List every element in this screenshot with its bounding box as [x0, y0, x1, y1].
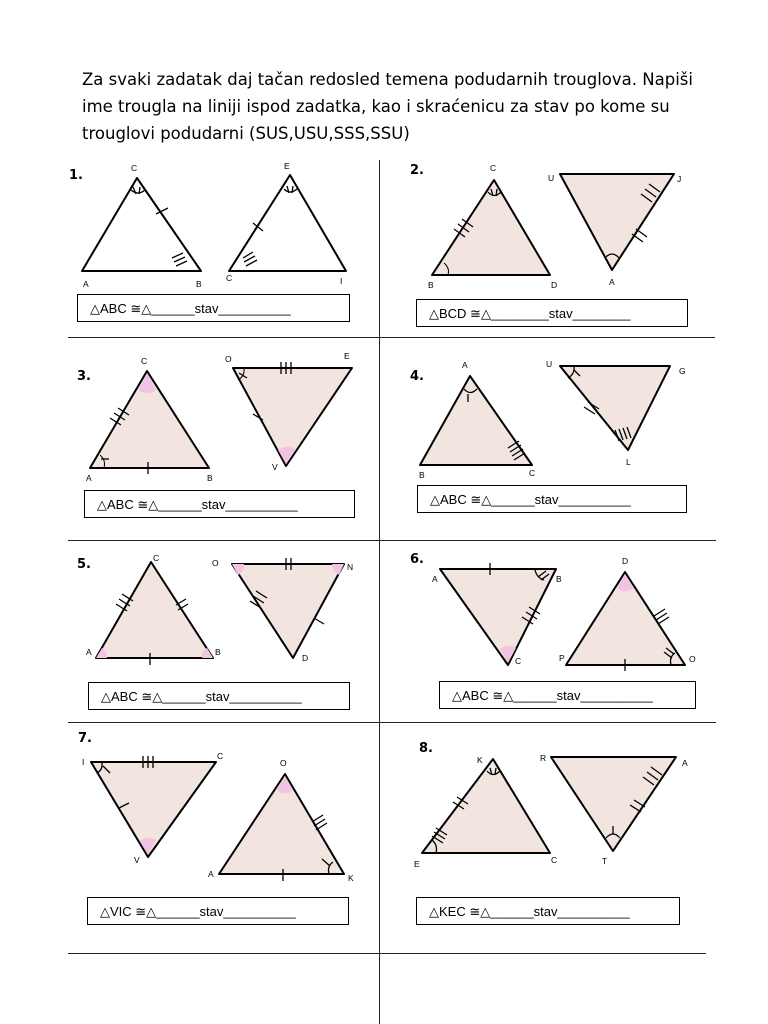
vertex-label: E	[344, 351, 350, 361]
vertex-label: A	[462, 360, 468, 370]
problem-number-4: 4.	[410, 369, 424, 384]
vertex-label: O	[280, 758, 287, 768]
triangle-5b	[232, 564, 344, 658]
vertex-label: R	[540, 753, 547, 763]
vertex-label: I	[340, 276, 343, 286]
vertex-label: A	[682, 758, 688, 768]
vertex-label: B	[196, 279, 202, 289]
answer-box-7[interactable]: △VIC ≅△______stav__________	[87, 897, 349, 925]
vertex-label: E	[414, 859, 420, 869]
vertex-label: C	[551, 855, 558, 865]
vertex-label: E	[284, 161, 290, 171]
vertex-label: U	[548, 173, 555, 183]
answer-box-6[interactable]: △ABC ≅△______stav__________	[439, 681, 696, 709]
answer-box-3[interactable]: △ABC ≅△______stav__________	[84, 490, 355, 518]
vertex-label: C	[131, 163, 138, 173]
vertex-label: D	[551, 280, 558, 290]
answer-box-2[interactable]: △BCD ≅△________stav________	[416, 299, 688, 327]
vertex-label: O	[225, 354, 232, 364]
triangle-4b	[560, 366, 670, 450]
problem-number-1: 1.	[69, 168, 83, 183]
problem-number-5: 5.	[77, 557, 91, 572]
vertex-label: C	[226, 273, 233, 283]
answer-box-8[interactable]: △KEC ≅△______stav__________	[416, 897, 680, 925]
vertex-label: A	[609, 277, 615, 287]
vertex-label: G	[679, 366, 686, 376]
problem-number-2: 2.	[410, 163, 424, 178]
problem-number-8: 8.	[419, 741, 433, 756]
answer-box-4[interactable]: △ABC ≅△______stav__________	[417, 485, 687, 513]
vertex-label: P	[559, 653, 565, 663]
vertex-label: A	[86, 473, 92, 483]
problem-number-3: 3.	[77, 369, 91, 384]
vertex-label: A	[208, 869, 214, 879]
vertex-label: O	[689, 654, 696, 664]
vertex-label: B	[215, 647, 221, 657]
vertex-label: C	[529, 468, 536, 478]
vertex-label: A	[86, 647, 92, 657]
vertex-label: N	[347, 562, 354, 572]
vertex-label: C	[141, 356, 148, 366]
vertex-label: C	[490, 163, 497, 173]
problem-number-7: 7.	[78, 731, 92, 746]
vertex-label: B	[428, 280, 434, 290]
problem-number-6: 6.	[410, 552, 424, 567]
answer-box-5[interactable]: △ABC ≅△______stav__________	[88, 682, 350, 710]
triangle-6a	[440, 569, 556, 665]
vertex-label: B	[419, 470, 425, 480]
vertex-label: T	[602, 856, 608, 866]
vertex-label: J	[677, 174, 682, 184]
vertex-label: D	[302, 653, 309, 663]
vertex-label: V	[272, 462, 278, 472]
vertex-label: A	[432, 574, 438, 584]
vertex-label: C	[153, 553, 160, 563]
triangle-8a	[422, 759, 550, 853]
triangle-5a	[96, 562, 213, 658]
vertex-label: V	[134, 855, 140, 865]
instructions-text: Za svaki zadatak daj tačan redosled temena podudarnih trouglova. Napiši ime trougla na liniji ispod zadatka, kao i skraćenicu za stav po kome su trouglovi podudarni (SUS,USU,SSS,SSU)	[82, 70, 693, 143]
vertex-label: B	[207, 473, 213, 483]
vertex-label: O	[212, 558, 219, 568]
vertex-label: U	[546, 359, 553, 369]
vertex-label: D	[622, 556, 629, 566]
vertex-label: L	[626, 457, 631, 467]
vertex-label: C	[217, 751, 224, 761]
vertex-label: C	[515, 656, 522, 666]
vertex-label: I	[82, 757, 85, 767]
vertex-label: A	[83, 279, 89, 289]
answer-box-1[interactable]: △ABC ≅△______stav__________	[77, 294, 350, 322]
vertex-label: B	[556, 574, 562, 584]
vertex-label: K	[477, 755, 483, 765]
vertex-label: K	[348, 873, 354, 883]
